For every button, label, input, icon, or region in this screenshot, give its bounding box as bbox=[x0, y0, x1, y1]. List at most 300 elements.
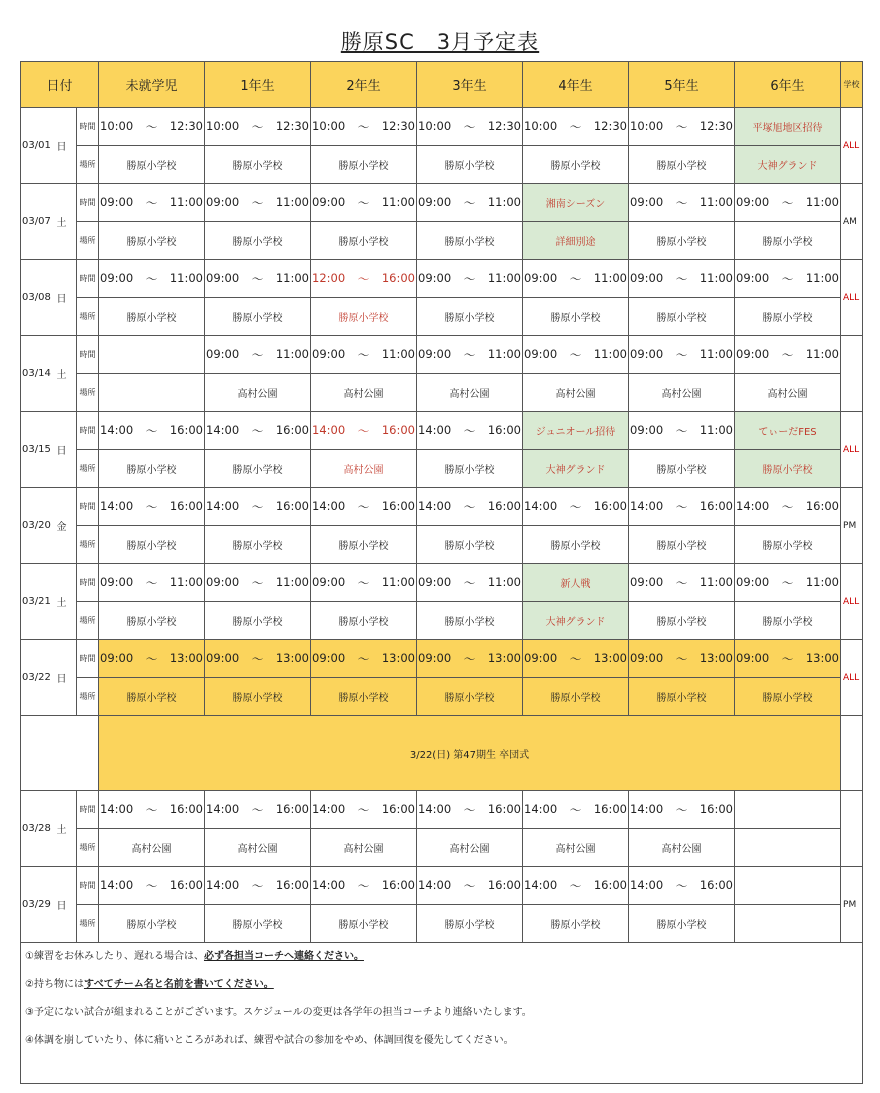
time-cell bbox=[311, 260, 417, 298]
time-cell bbox=[205, 867, 311, 905]
schedule-body bbox=[21, 108, 863, 1084]
end-time: 16:00 bbox=[487, 877, 522, 892]
end-time: 13:00 bbox=[487, 650, 522, 665]
place-cell: 勝原小学校 bbox=[523, 526, 629, 564]
place-cell: 勝原小学校 bbox=[523, 298, 629, 336]
start-time: 09:00 bbox=[630, 574, 664, 589]
place-cell: 勝原小学校 bbox=[523, 146, 629, 184]
time-separator: ～ bbox=[145, 195, 158, 210]
time-range bbox=[311, 347, 416, 363]
schedule-place-row bbox=[21, 450, 863, 488]
end-time: 16:00 bbox=[487, 498, 522, 513]
date-cell: 03/01 bbox=[21, 108, 57, 184]
schedule-time-row bbox=[21, 867, 863, 905]
end-time: 16:00 bbox=[805, 498, 840, 513]
time-range bbox=[205, 878, 310, 894]
start-time: 14:00 bbox=[206, 801, 240, 816]
date-cell: 03/14 bbox=[21, 336, 57, 412]
time-separator: ～ bbox=[675, 651, 688, 666]
end-time: 11:00 bbox=[699, 270, 734, 285]
notes-cell bbox=[21, 943, 863, 1084]
start-time: 10:00 bbox=[312, 118, 346, 133]
start-time: 09:00 bbox=[418, 346, 452, 361]
time-cell bbox=[417, 412, 523, 450]
place-cell: 勝原小学校 bbox=[205, 602, 311, 640]
schedule-place-row bbox=[21, 298, 863, 336]
weekday-cell: 日 bbox=[57, 260, 77, 336]
start-time: 09:00 bbox=[206, 270, 240, 285]
place-cell bbox=[735, 829, 841, 867]
time-separator: ～ bbox=[357, 195, 370, 210]
school-cell: PM bbox=[841, 867, 863, 943]
schedule-time-row bbox=[21, 791, 863, 829]
place-cell: 勝原小学校 bbox=[99, 678, 205, 716]
time-separator: ～ bbox=[463, 878, 476, 893]
time-separator: ～ bbox=[145, 271, 158, 286]
place-cell: 勝原小学校 bbox=[417, 450, 523, 488]
time-separator: ～ bbox=[251, 195, 264, 210]
time-cell bbox=[417, 867, 523, 905]
end-time: 11:00 bbox=[593, 270, 628, 285]
time-range bbox=[523, 119, 628, 135]
end-time: 16:00 bbox=[275, 498, 310, 513]
place-label: 場所 bbox=[77, 678, 99, 716]
time-range bbox=[311, 575, 416, 591]
start-time: 14:00 bbox=[630, 498, 664, 513]
time-label: 時間 bbox=[77, 564, 99, 602]
time-range bbox=[735, 271, 840, 287]
place-cell: 高村公園 bbox=[417, 374, 523, 412]
time-separator: ～ bbox=[569, 119, 582, 134]
end-time: 11:00 bbox=[169, 270, 204, 285]
place-cell: 勝原小学校 bbox=[417, 222, 523, 260]
place-cell bbox=[99, 374, 205, 412]
schedule-place-row bbox=[21, 146, 863, 184]
time-range bbox=[311, 423, 416, 439]
place-cell: 高村公園 bbox=[735, 374, 841, 412]
end-time: 16:00 bbox=[699, 877, 734, 892]
time-separator: ～ bbox=[463, 195, 476, 210]
end-time: 11:00 bbox=[805, 194, 840, 209]
start-time: 09:00 bbox=[418, 650, 452, 665]
place-cell: 勝原小学校 bbox=[417, 526, 523, 564]
start-time: 09:00 bbox=[100, 270, 134, 285]
time-cell bbox=[523, 791, 629, 829]
time-cell bbox=[311, 184, 417, 222]
time-separator: ～ bbox=[251, 271, 264, 286]
start-time: 14:00 bbox=[100, 801, 134, 816]
time-separator: ～ bbox=[463, 802, 476, 817]
time-separator: ～ bbox=[675, 499, 688, 514]
schedule-place-row bbox=[21, 374, 863, 412]
time-separator: ～ bbox=[675, 347, 688, 362]
end-time: 16:00 bbox=[381, 422, 416, 437]
place-label: 場所 bbox=[77, 146, 99, 184]
time-range bbox=[205, 802, 310, 818]
time-range bbox=[205, 271, 310, 287]
time-range bbox=[205, 195, 310, 211]
start-time: 14:00 bbox=[418, 498, 452, 513]
end-time: 11:00 bbox=[805, 346, 840, 361]
place-cell: 勝原小学校 bbox=[629, 298, 735, 336]
start-time: 09:00 bbox=[736, 574, 770, 589]
end-time: 11:00 bbox=[699, 574, 734, 589]
school-cell: ALL bbox=[841, 108, 863, 184]
time-separator: ～ bbox=[145, 651, 158, 666]
time-separator: ～ bbox=[357, 271, 370, 286]
start-time: 14:00 bbox=[312, 801, 346, 816]
place-cell: 勝原小学校 bbox=[417, 602, 523, 640]
start-time: 09:00 bbox=[736, 346, 770, 361]
time-range bbox=[735, 347, 840, 363]
time-range bbox=[417, 878, 522, 894]
event-name-cell: 湘南シーズン bbox=[523, 184, 629, 222]
time-range bbox=[311, 802, 416, 818]
place-cell: 勝原小学校 bbox=[205, 905, 311, 943]
start-time: 14:00 bbox=[630, 801, 664, 816]
place-cell: 高村公園 bbox=[311, 374, 417, 412]
note-item bbox=[21, 943, 862, 971]
start-time: 14:00 bbox=[736, 498, 770, 513]
time-range bbox=[629, 119, 734, 135]
time-separator: ～ bbox=[251, 878, 264, 893]
start-time: 14:00 bbox=[100, 422, 134, 437]
place-label: 場所 bbox=[77, 829, 99, 867]
end-time: 16:00 bbox=[275, 877, 310, 892]
schedule-place-row bbox=[21, 602, 863, 640]
time-cell bbox=[735, 336, 841, 374]
place-cell: 勝原小学校 bbox=[629, 602, 735, 640]
school-cell bbox=[841, 791, 863, 867]
place-cell: 勝原小学校 bbox=[205, 450, 311, 488]
schedule-time-row bbox=[21, 640, 863, 678]
end-time: 11:00 bbox=[275, 346, 310, 361]
time-cell bbox=[311, 791, 417, 829]
time-range bbox=[99, 802, 204, 818]
time-cell bbox=[417, 564, 523, 602]
time-range bbox=[523, 499, 628, 515]
end-time: 16:00 bbox=[593, 877, 628, 892]
header-grade: 6年生 bbox=[735, 62, 841, 108]
time-range bbox=[205, 575, 310, 591]
end-time: 12:30 bbox=[381, 118, 416, 133]
start-time: 09:00 bbox=[524, 346, 558, 361]
note-item bbox=[21, 971, 862, 999]
start-time: 09:00 bbox=[206, 346, 240, 361]
start-time: 09:00 bbox=[736, 650, 770, 665]
time-separator: ～ bbox=[145, 499, 158, 514]
time-separator: ～ bbox=[463, 119, 476, 134]
end-time: 11:00 bbox=[275, 194, 310, 209]
end-time: 11:00 bbox=[381, 346, 416, 361]
start-time: 09:00 bbox=[206, 574, 240, 589]
time-separator: ～ bbox=[781, 575, 794, 590]
start-time: 10:00 bbox=[630, 118, 664, 133]
place-cell: 高村公園 bbox=[205, 829, 311, 867]
end-time: 11:00 bbox=[487, 194, 522, 209]
event-name-cell: 新人戦 bbox=[523, 564, 629, 602]
school-cell: ALL bbox=[841, 412, 863, 488]
end-time: 13:00 bbox=[699, 650, 734, 665]
start-time: 09:00 bbox=[630, 650, 664, 665]
end-time: 12:30 bbox=[169, 118, 204, 133]
time-range bbox=[99, 195, 204, 211]
place-label: 場所 bbox=[77, 298, 99, 336]
time-cell bbox=[205, 640, 311, 678]
place-cell: 勝原小学校 bbox=[311, 526, 417, 564]
place-cell: 勝原小学校 bbox=[99, 450, 205, 488]
start-time: 14:00 bbox=[418, 877, 452, 892]
date-cell: 03/29 bbox=[21, 867, 57, 943]
start-time: 10:00 bbox=[524, 118, 558, 133]
end-time: 11:00 bbox=[805, 270, 840, 285]
end-time: 13:00 bbox=[381, 650, 416, 665]
time-range bbox=[417, 575, 522, 591]
time-label: 時間 bbox=[77, 640, 99, 678]
start-time: 09:00 bbox=[312, 650, 346, 665]
time-separator: ～ bbox=[463, 271, 476, 286]
start-time: 10:00 bbox=[206, 118, 240, 133]
time-range bbox=[311, 271, 416, 287]
schedule-time-row bbox=[21, 564, 863, 602]
time-cell bbox=[735, 260, 841, 298]
end-time: 11:00 bbox=[275, 270, 310, 285]
time-label: 時間 bbox=[77, 184, 99, 222]
time-separator: ～ bbox=[251, 651, 264, 666]
time-range bbox=[99, 499, 204, 515]
time-cell bbox=[417, 184, 523, 222]
time-range bbox=[417, 802, 522, 818]
end-time: 11:00 bbox=[275, 574, 310, 589]
place-cell: 勝原小学校 bbox=[99, 526, 205, 564]
time-separator: ～ bbox=[569, 271, 582, 286]
time-range bbox=[311, 878, 416, 894]
time-range bbox=[99, 575, 204, 591]
time-range bbox=[417, 347, 522, 363]
time-separator: ～ bbox=[251, 575, 264, 590]
place-label: 場所 bbox=[77, 374, 99, 412]
time-cell bbox=[735, 867, 841, 905]
weekday-cell: 土 bbox=[57, 791, 77, 867]
time-range bbox=[205, 347, 310, 363]
start-time: 09:00 bbox=[312, 574, 346, 589]
place-cell: 勝原小学校 bbox=[99, 146, 205, 184]
time-cell bbox=[523, 108, 629, 146]
place-cell: 勝原小学校 bbox=[99, 602, 205, 640]
time-range bbox=[523, 347, 628, 363]
place-cell: 勝原小学校 bbox=[629, 905, 735, 943]
time-cell bbox=[735, 640, 841, 678]
time-separator: ～ bbox=[675, 271, 688, 286]
school-cell: PM bbox=[841, 488, 863, 564]
notes-row bbox=[21, 943, 863, 1084]
end-time: 16:00 bbox=[169, 422, 204, 437]
schedule-time-row bbox=[21, 412, 863, 450]
start-time: 09:00 bbox=[736, 270, 770, 285]
end-time: 16:00 bbox=[381, 270, 416, 285]
time-cell bbox=[735, 184, 841, 222]
time-label: 時間 bbox=[77, 867, 99, 905]
event-name-cell: ジュニオール招待 bbox=[523, 412, 629, 450]
end-time: 16:00 bbox=[699, 801, 734, 816]
header-grade: 2年生 bbox=[311, 62, 417, 108]
place-cell: 高村公園 bbox=[99, 829, 205, 867]
time-label: 時間 bbox=[77, 260, 99, 298]
time-range bbox=[311, 195, 416, 211]
place-cell: 高村公園 bbox=[417, 829, 523, 867]
schedule-place-row bbox=[21, 222, 863, 260]
time-cell bbox=[205, 108, 311, 146]
time-range bbox=[99, 878, 204, 894]
weekday-cell: 日 bbox=[57, 640, 77, 716]
start-time: 14:00 bbox=[312, 498, 346, 513]
end-time: 16:00 bbox=[593, 498, 628, 513]
start-time: 10:00 bbox=[418, 118, 452, 133]
time-cell bbox=[205, 412, 311, 450]
time-cell bbox=[629, 412, 735, 450]
time-separator: ～ bbox=[675, 878, 688, 893]
end-time: 16:00 bbox=[275, 801, 310, 816]
event-name-cell: てぃーだFES bbox=[735, 412, 841, 450]
place-cell: 勝原小学校 bbox=[629, 678, 735, 716]
place-cell: 勝原小学校 bbox=[205, 678, 311, 716]
place-cell: 勝原小学校 bbox=[311, 678, 417, 716]
time-range bbox=[629, 423, 734, 439]
time-cell bbox=[523, 260, 629, 298]
time-range bbox=[629, 271, 734, 287]
start-time: 14:00 bbox=[524, 877, 558, 892]
time-cell bbox=[629, 336, 735, 374]
time-separator: ～ bbox=[357, 119, 370, 134]
start-time: 12:00 bbox=[312, 270, 346, 285]
schedule-time-row bbox=[21, 488, 863, 526]
place-cell: 勝原小学校 bbox=[735, 678, 841, 716]
place-cell: 高村公園 bbox=[311, 450, 417, 488]
time-range bbox=[311, 651, 416, 667]
time-separator: ～ bbox=[145, 119, 158, 134]
time-cell bbox=[735, 791, 841, 829]
time-separator: ～ bbox=[357, 499, 370, 514]
time-cell bbox=[629, 108, 735, 146]
time-cell bbox=[417, 108, 523, 146]
time-cell bbox=[99, 412, 205, 450]
time-cell bbox=[629, 488, 735, 526]
time-range bbox=[735, 651, 840, 667]
time-cell bbox=[205, 260, 311, 298]
time-separator: ～ bbox=[675, 195, 688, 210]
time-cell bbox=[205, 791, 311, 829]
place-cell: 勝原小学校 bbox=[735, 602, 841, 640]
header-grade: 未就学児 bbox=[99, 62, 205, 108]
time-separator: ～ bbox=[357, 878, 370, 893]
note-item bbox=[21, 999, 862, 1027]
time-separator: ～ bbox=[781, 499, 794, 514]
note-item bbox=[21, 1027, 862, 1055]
date-cell: 03/07 bbox=[21, 184, 57, 260]
start-time: 14:00 bbox=[206, 877, 240, 892]
time-cell bbox=[735, 488, 841, 526]
time-separator: ～ bbox=[145, 878, 158, 893]
start-time: 14:00 bbox=[418, 801, 452, 816]
weekday-cell: 土 bbox=[57, 184, 77, 260]
weekday-cell: 日 bbox=[57, 867, 77, 943]
time-label: 時間 bbox=[77, 488, 99, 526]
start-time: 14:00 bbox=[524, 801, 558, 816]
end-time: 11:00 bbox=[381, 194, 416, 209]
place-cell: 勝原小学校 bbox=[205, 298, 311, 336]
time-range bbox=[417, 423, 522, 439]
time-range bbox=[99, 423, 204, 439]
time-separator: ～ bbox=[145, 802, 158, 817]
time-cell bbox=[99, 336, 205, 374]
time-range bbox=[629, 802, 734, 818]
header-school: 学校 bbox=[841, 62, 863, 108]
end-time: 11:00 bbox=[805, 574, 840, 589]
end-time: 12:30 bbox=[487, 118, 522, 133]
end-time: 13:00 bbox=[275, 650, 310, 665]
time-range bbox=[205, 651, 310, 667]
start-time: 09:00 bbox=[524, 650, 558, 665]
place-cell: 勝原小学校 bbox=[311, 222, 417, 260]
time-cell bbox=[629, 791, 735, 829]
time-label: 時間 bbox=[77, 336, 99, 374]
place-cell: 勝原小学校 bbox=[735, 298, 841, 336]
time-separator: ～ bbox=[357, 651, 370, 666]
schedule-time-row bbox=[21, 184, 863, 222]
end-time: 11:00 bbox=[699, 422, 734, 437]
schedule-place-row bbox=[21, 829, 863, 867]
time-cell bbox=[99, 260, 205, 298]
place-cell: 高村公園 bbox=[523, 829, 629, 867]
start-time: 14:00 bbox=[100, 877, 134, 892]
weekday-cell: 日 bbox=[57, 108, 77, 184]
start-time: 09:00 bbox=[312, 346, 346, 361]
start-time: 09:00 bbox=[630, 194, 664, 209]
time-separator: ～ bbox=[145, 575, 158, 590]
weekday-cell: 土 bbox=[57, 564, 77, 640]
start-time: 09:00 bbox=[206, 650, 240, 665]
time-separator: ～ bbox=[781, 271, 794, 286]
time-separator: ～ bbox=[463, 651, 476, 666]
start-time: 09:00 bbox=[524, 270, 558, 285]
end-time: 11:00 bbox=[593, 346, 628, 361]
start-time: 09:00 bbox=[100, 574, 134, 589]
header-grade: 4年生 bbox=[523, 62, 629, 108]
time-cell bbox=[523, 336, 629, 374]
event-name-cell: 平塚旭地区招待 bbox=[735, 108, 841, 146]
end-time: 16:00 bbox=[487, 801, 522, 816]
note-text: ①練習をお休みしたり、遅れる場合は、 bbox=[25, 951, 204, 962]
start-time: 14:00 bbox=[312, 877, 346, 892]
place-cell: 勝原小学校 bbox=[735, 222, 841, 260]
weekday-cell: 土 bbox=[57, 336, 77, 412]
time-separator: ～ bbox=[781, 195, 794, 210]
time-separator: ～ bbox=[569, 802, 582, 817]
start-time: 09:00 bbox=[312, 194, 346, 209]
time-range bbox=[735, 195, 840, 211]
time-separator: ～ bbox=[251, 802, 264, 817]
time-range bbox=[629, 499, 734, 515]
time-cell bbox=[99, 184, 205, 222]
time-range bbox=[417, 119, 522, 135]
time-separator: ～ bbox=[463, 499, 476, 514]
place-cell: 勝原小学校 bbox=[629, 450, 735, 488]
start-time: 09:00 bbox=[100, 650, 134, 665]
time-cell bbox=[311, 108, 417, 146]
place-cell: 勝原小学校 bbox=[417, 146, 523, 184]
end-time: 11:00 bbox=[487, 346, 522, 361]
time-cell bbox=[523, 867, 629, 905]
